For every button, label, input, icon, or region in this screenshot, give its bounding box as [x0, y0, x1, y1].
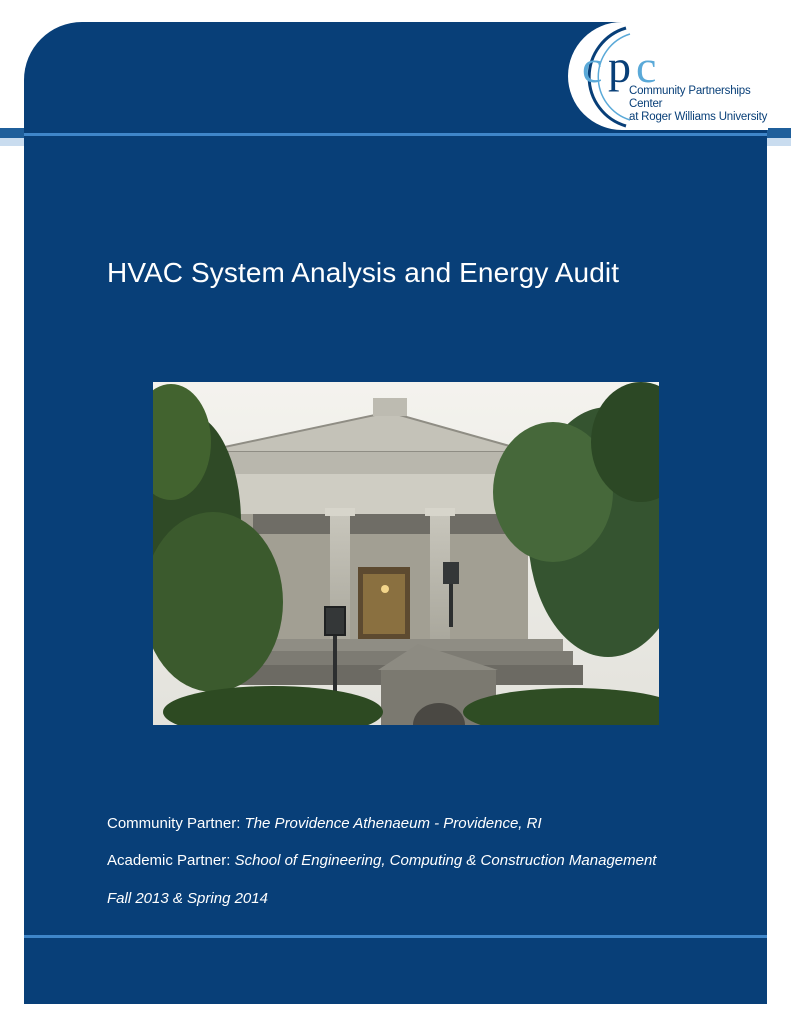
community-partner-value: The Providence Athenaeum - Providence, RI: [244, 815, 542, 832]
document-title: HVAC System Analysis and Energy Audit: [107, 257, 620, 288]
building-photo-illustration: [153, 382, 659, 725]
building-facade-photo: [153, 382, 659, 725]
community-partner-label: Community Partner:: [107, 815, 241, 832]
logo-letter-c2: c: [636, 41, 657, 92]
right-edge-stripe-light: [767, 138, 791, 146]
logo-letter-p: p: [608, 41, 631, 92]
academic-partner-value: School of Engineering, Computing & Construction Management: [234, 852, 657, 869]
left-edge-stripe-light: [0, 138, 24, 146]
academic-partner-line: [107, 852, 656, 869]
term-value: Fall 2013 & Spring 2014: [107, 890, 268, 907]
academic-partner-label: Academic Partner:: [107, 852, 231, 869]
cpc-logo: [568, 22, 768, 130]
community-partner-line: [107, 815, 542, 832]
panel-rule-top: [24, 133, 767, 136]
logo-line-2: at Roger Williams University: [629, 111, 768, 123]
term-line: [107, 890, 268, 907]
logo-caption: [629, 85, 769, 124]
logo-letter-c1: c: [582, 41, 603, 92]
logo-line-1: Community Partnerships Center: [629, 85, 751, 110]
panel-rule-bottom: [24, 935, 767, 938]
right-edge-stripe: [767, 128, 791, 138]
left-edge-stripe: [0, 128, 24, 138]
